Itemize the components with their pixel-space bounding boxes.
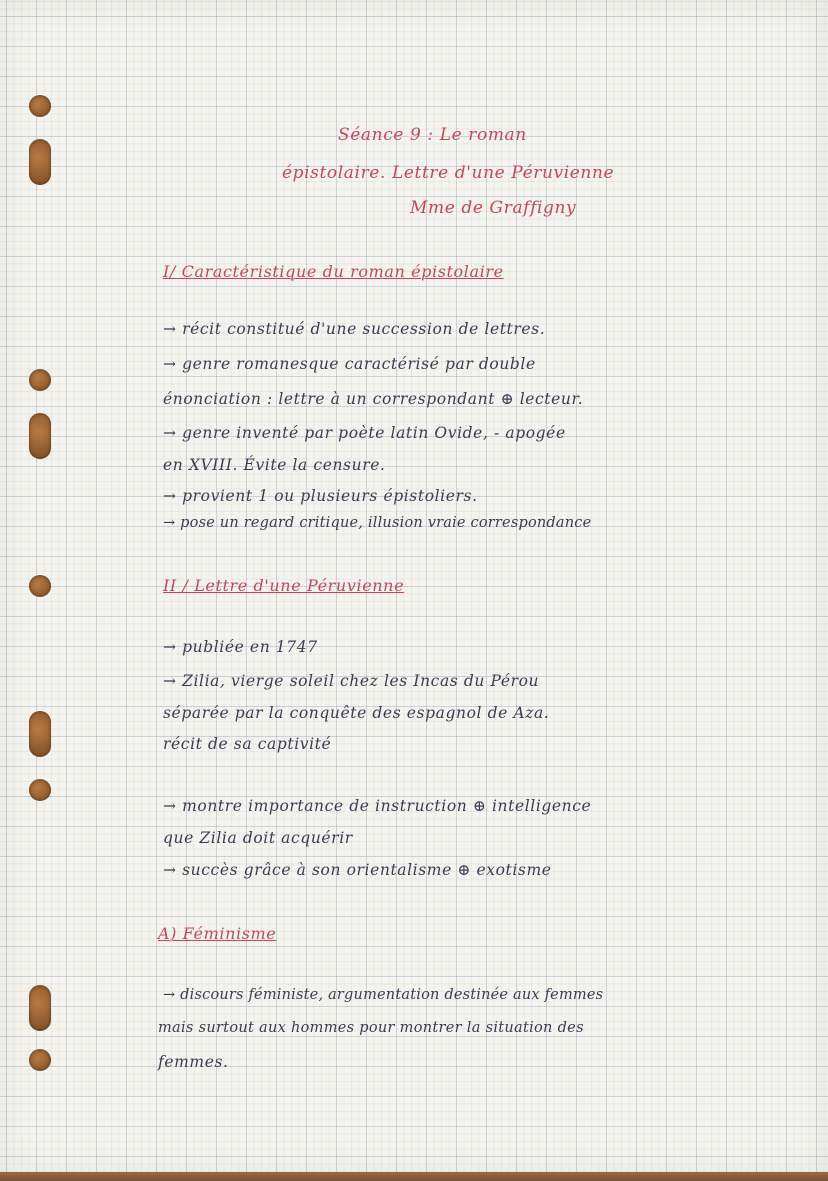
note-line: → publiée en 1747 — [163, 638, 318, 656]
binder-hole-icon — [29, 1049, 51, 1071]
binder-hole-icon — [29, 95, 51, 117]
note-line: récit de sa captivité — [163, 735, 332, 753]
note-line: que Zilia doit acquérir — [163, 829, 353, 847]
binder-hole-icon — [29, 413, 51, 459]
page-title-line-2: épistolaire. Lettre d'une Péruvienne — [282, 163, 615, 183]
note-line: → discours féministe, argumentation destinée aux femmes — [163, 987, 604, 1003]
binder-hole-icon — [29, 711, 51, 757]
note-line: mais surtout aux hommes pour montrer la situation des — [158, 1020, 584, 1036]
note-line: → récit constitué d'une succession de lettres. — [163, 320, 546, 338]
section-2-heading: II / Lettre d'une Péruvienne — [163, 576, 405, 595]
note-line: → genre inventé par poète latin Ovide, - apogée — [163, 424, 566, 442]
note-line: → montre importance de instruction ⊕ intelligence — [163, 797, 592, 815]
section-a-heading: A) Féminisme — [158, 924, 277, 943]
binder-hole-icon — [29, 369, 51, 391]
binder-hole-icon — [29, 779, 51, 801]
binder-hole-icon — [29, 575, 51, 597]
page-title-line-3: Mme de Graffigny — [410, 198, 577, 218]
note-line: → Zilia, vierge soleil chez les Incas du Pérou — [163, 672, 540, 690]
note-line: → provient 1 ou plusieurs épistoliers. — [163, 487, 478, 505]
note-line: énonciation : lettre à un correspondant ⊕ lecteur. — [163, 390, 584, 408]
binder-hole-icon — [29, 139, 51, 185]
section-1-heading: I/ Caractéristique du roman épistolaire — [163, 262, 504, 281]
note-line: → genre romanesque caractérisé par double — [163, 355, 536, 373]
page-title-line-1: Séance 9 : Le roman — [338, 125, 527, 145]
note-line: → pose un regard critique, illusion vraie correspondance — [163, 515, 592, 531]
binder-hole-icon — [29, 985, 51, 1031]
note-line: séparée par la conquête des espagnol de Aza. — [163, 704, 550, 722]
note-line: → succès grâce à son orientalisme ⊕ exotisme — [163, 861, 552, 879]
note-line: en XVIII. Évite la censure. — [163, 456, 386, 474]
note-line: femmes. — [158, 1053, 229, 1071]
page-bottom-edge — [0, 1172, 828, 1181]
